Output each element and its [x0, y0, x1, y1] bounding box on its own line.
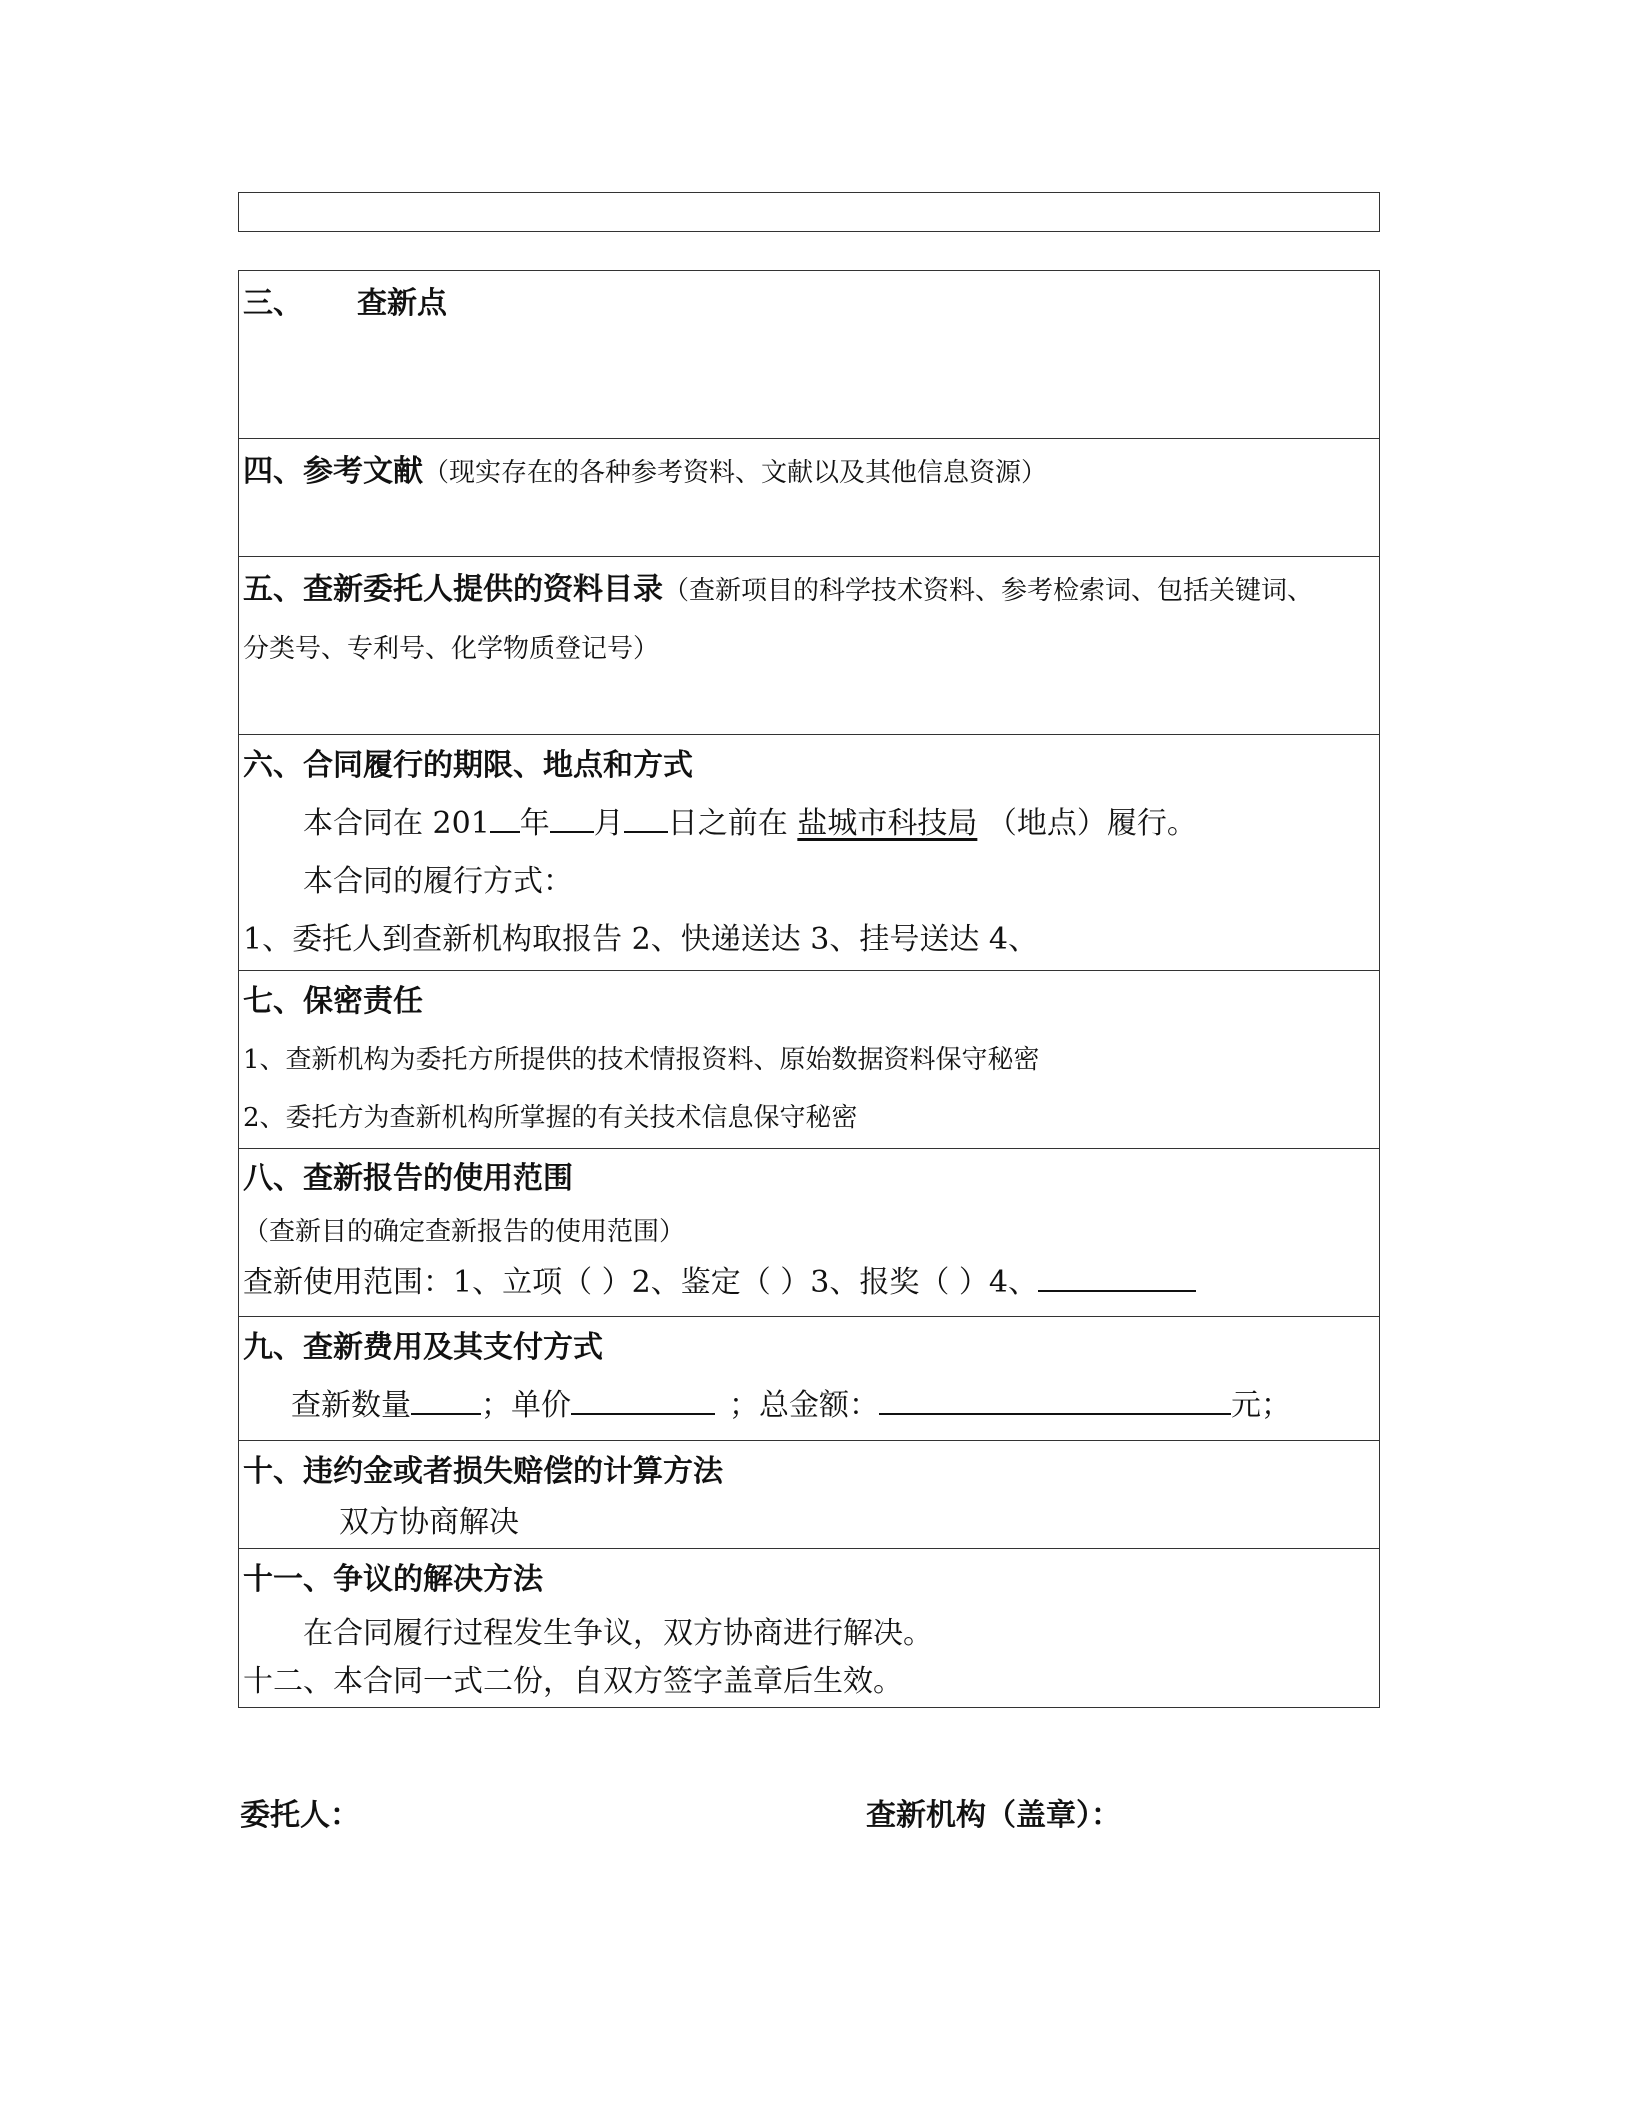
section-penalty — [239, 1441, 1379, 1549]
confidentiality-item: 1、查新机构为委托方所提供的技术情报资料、原始数据资料保守秘密 — [243, 1045, 1040, 1075]
section-content: 双方协商解决 — [339, 1505, 519, 1540]
client-signature-label: 委托人： — [240, 1798, 360, 1833]
section-note: （查新项目的科学技术资料、参考检索词、包括关键词、 — [663, 576, 1314, 606]
year-blank[interactable] — [490, 803, 520, 833]
section-note: （现实存在的各种参考资料、文献以及其他信息资源） — [423, 458, 1048, 488]
other-scope-blank[interactable] — [1038, 1262, 1196, 1292]
section-materials-list — [239, 557, 1379, 735]
section-title: 查新点 — [357, 286, 447, 321]
section-note-continued: 分类号、专利号、化学物质登记号） — [243, 634, 660, 664]
section-usage-scope — [239, 1149, 1379, 1317]
section-novelty-points — [239, 271, 1379, 439]
quantity-blank[interactable] — [411, 1385, 481, 1415]
contract-table — [238, 270, 1380, 1708]
section-content: 在合同履行过程发生争议，双方协商进行解决。 — [303, 1616, 933, 1651]
month-blank[interactable] — [550, 803, 594, 833]
effectiveness-clause: 十二、本合同一式二份，自双方签字盖章后生效。 — [243, 1664, 903, 1699]
confidentiality-item: 2、委托方为查新机构所掌握的有关技术信息保守秘密 — [243, 1103, 858, 1133]
section-title: 十、违约金或者损失赔偿的计算方法 — [243, 1454, 723, 1489]
section-fees — [239, 1317, 1379, 1441]
section-title: 五、查新委托人提供的资料目录 — [243, 572, 663, 607]
performance-method-label: 本合同的履行方式： — [303, 864, 573, 899]
section-note: （查新目的确定查新报告的使用范围） — [243, 1217, 686, 1247]
agency-seal-label: 查新机构（盖章）： — [866, 1798, 1121, 1833]
usage-scope-options: 查新使用范围：1、立项（ ）2、鉴定（ ）3、报奖（ ）4、 — [243, 1255, 1379, 1311]
section-number: 三、 — [243, 286, 303, 321]
unit-price-blank[interactable] — [571, 1385, 715, 1415]
performance-methods: 1、委托人到查新机构取报告 2、快递送达 3、挂号送达 4、 — [243, 922, 1038, 957]
section-title: 九、查新费用及其支付方式 — [243, 1330, 603, 1365]
section-title: 七、保密责任 — [243, 984, 423, 1019]
section-title: 四、参考文献 — [243, 454, 423, 489]
total-amount-blank[interactable] — [879, 1385, 1231, 1415]
section-references — [239, 439, 1379, 557]
section-title: 六、合同履行的期限、地点和方式 — [243, 748, 693, 783]
performance-date-line: 本合同在 201 年 月 日之前在 盐城市科技局 （地点）履行。 — [243, 795, 1379, 853]
section-performance — [239, 735, 1379, 971]
section-confidentiality — [239, 971, 1379, 1149]
day-blank[interactable] — [624, 803, 668, 833]
fees-line: 查新数量 ；单价 ；总金额： 元； — [243, 1377, 1379, 1435]
performance-place: 盐城市科技局 — [797, 806, 978, 841]
section-title: 十一、争议的解决方法 — [243, 1562, 543, 1597]
top-empty-box — [238, 192, 1380, 232]
section-title: 八、查新报告的使用范围 — [243, 1161, 573, 1196]
section-dispute — [239, 1549, 1379, 1709]
